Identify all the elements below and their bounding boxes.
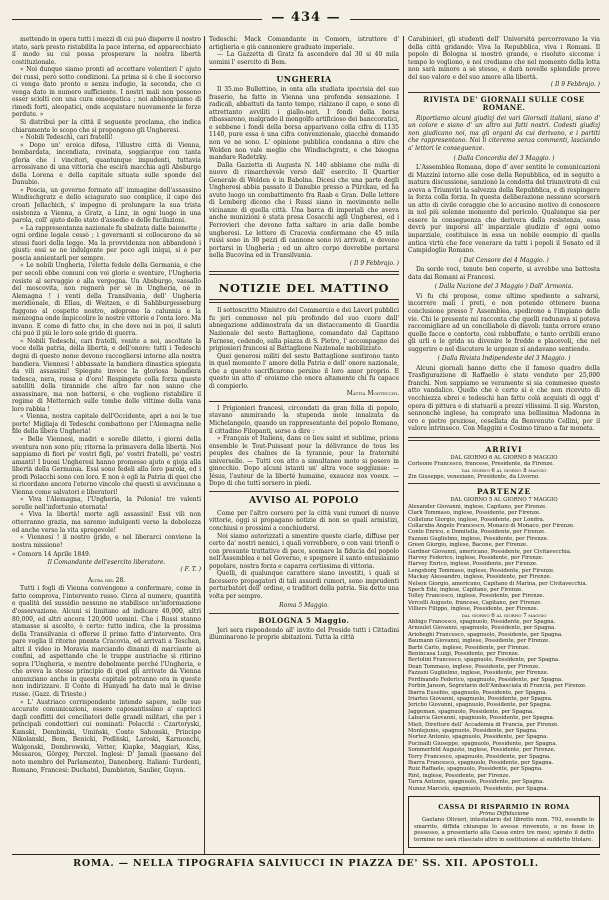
partenze-subtitle: DAL GIORNO 5 AL GIORNO 7 MAGGIO: [450, 497, 558, 504]
partenze-entry: Fazzani Guglielmo, inglese, Possidente, per Firenze.: [408, 535, 549, 542]
paragraph: Il 35.mo Bullettino, in onta alla studiata ipocrisia del suo fraserio, ha fatto in Vienna una profonda sensazione. I radicali, abbattuti da tanto tempo, rialzano il capo, e sono di attrettanto avviliti i giallo-neri. I fondi della borsa ribassarono, malgrado il mongolfo artificioso dei banccoratici, e sebbene i fondi della borsa apparivano colla cifra di 1135 1140, pure essa è una cifra convenzionale, giacchè domando non ve ne sono. L' opinione pubblica condanna a dire che Welden non vale meglio che Windischgratz, e che bisogna mandare Radetzky.: [209, 86, 399, 162]
partenze-entry: Forbin Janson, Segretario dell'Ambasciata di Francia, per Firenze.: [408, 683, 587, 690]
column-divider: [403, 36, 404, 854]
partenze-entry: Baumann Giovanni, inglese, Possidente, per Firenze.: [408, 638, 550, 645]
column-divider: [204, 36, 205, 854]
paragraph: I Prigionieri francesi, circondati da gran folla di popolo, stavano ammirando la stupenda mole innalzata da Michelangelo, quando un rappresentante del popolo Romano, il cittadino Filopanti, sorse a dire :: [209, 404, 399, 435]
source-censore: ( Dal Censore dei 4 Maggio. ): [459, 256, 549, 264]
gratz-note: — La Gazzetta di Gratz fa ascendere dal 30 si 40 mila uomini l' esercito di Bem.: [209, 51, 399, 66]
partenze-entry: Collelunz Giorgio, inglese, Possidente, per Londra.: [408, 516, 545, 523]
avviso-paragraphs: [209, 510, 399, 601]
column-left: [12, 36, 201, 854]
divider: [408, 483, 600, 484]
paragraph: « Noi dunque siamo pronti ad accettare volentieri l' ajuto dei russi, però sotto condizioni. La prima si è che il soccorso ci venga dato pronto e senza indugio, la seconda, che ci venga dato in numero sufficiente. I nostri mali non possono esser sciolti con una cura omeopatica ; noi abbisogniamo di rimedi forti, aleopatici, onde acquistare nuovamente le forze perdute. »: [12, 66, 201, 119]
partenze-entry: Nunez Marcelo, spagnuolo, Possidente, per Spagna.: [408, 785, 549, 792]
altra-paragraphs: [12, 585, 201, 774]
cassa-subtitle: Prima Diffidazione: [479, 811, 529, 818]
partenze-entry: Harvey Enrico, inglese, Possidente, per Firenze.: [408, 561, 538, 568]
paragraph: « Poscia, un governo formato all' immagine dell'assassino Windischgratz e dello sciagurato suo complice, il capo dei croati Jellachich, s' impegno di prolungare la sua trista esistenza a Vienna, a Gratz, a Linz, in ogni luogo in una parola, coll' ajuto dello stato d'assedio e delle fucilazioni.: [12, 186, 201, 225]
partenze-entry: Jaggeman, spagnuolo, Possidente, per Spagna.: [408, 708, 534, 715]
partenze-entry: Harvey Federico, inglese, Possidente, per Firenze.: [408, 554, 544, 561]
paragraph: » Français et Italiens, dans ce lieu saint et sublime, prions ensemble le Tout-Puissant pour la délivrance de tous les peuples des chaînes de la tyrannie, pour la fraternité universelle. — Tutti con atto a simultaneo moto si posero in ginocchio. Dopo alcuni istanti un' altra voce soggiunse: — Jésus, l'auteur de la liberté humaine, exaucez nos voeux. — Dopo di che tutti sorsero in piedi.: [209, 435, 399, 488]
signature-name: Il Comandante dell'esercito liberatore.: [47, 558, 166, 566]
paragraph: « Vienna, nostra capitale dell'Occidente, apri a noi le tue porte! Migliaja di Tedeschi combattono per l'Alemagna nelle file della libera Ungheria!: [12, 413, 201, 436]
partenze-entry: Fazzani Guglielmo, inglese, Possidente, per Firenze.: [408, 670, 549, 677]
source-concordia: ( Dalla Concordia del 3 Maggio. ): [453, 154, 555, 162]
partenze-entry: Arnoulet Giovanni, spagnuolo, Possidente, per Spagna.: [408, 625, 556, 632]
paragraph: « Nobili Tedeschi, cari fratelli!: [20, 134, 113, 142]
cassa-text: Gaetano Olivieri, intestatario del libretto num. 793, essendo lo smarrito, diffida chiunque lo avesse rinvenuto, o ne fosse in possesso, a presentarlo alla Cassa entro tre mesi; spirato il detto termine ne sarà rilasciato altro in sostituzione al suddetto titolare.: [414, 817, 594, 843]
cassa-title: CASSA DI RISPARMIO IN ROMA: [438, 803, 570, 812]
partenze-entry: Ferdinando Federico, spagnuolo, Possidente, per Spagna.: [408, 676, 563, 683]
partenze-list: [408, 504, 600, 792]
paragraph: « Viva la libertà! morte agli assassini! Essi vili non otterranno grazia, ma saremo indulgenti verso la debolezza ed anche verso la vita spregevole!: [12, 511, 201, 534]
column-left-paragraphs: [12, 36, 201, 549]
partenze-entry: Conte Enrico, e Domitella, Possidente, per Firenze.: [408, 529, 546, 536]
partenze-entry: Ibarra Francesco, spagnuolo, Possidente, per Spagna.: [408, 759, 554, 766]
partenze-entry: Ariobeghi Francesco, spagnuolo, Possidente, per Spagna.: [408, 631, 563, 638]
cassa-notice-box: [408, 796, 600, 848]
rivista-paragraph: Alcuni giornali hanno detto che il famoso quadro della Trasfigurazione di Raffaello è stato venduto per 25,000 franchi. Non sappiamo se veramente si sia commesso questo atto vandalico. Quello che è certo si è che non ricevuto di vecchiezza ebrei e tedeschi han fatto colà acquisti di oggi d' opera di pittura e di statuarii a prezzi vilissimi. Il sig. Warston, sennonchè inglese, ha comprato una bellissima Madonna in oro e pietre preziose, cesellata da Benvenuto Cellini, per il valore intrinseco. Con Maggini e Cosimo tirano a far moneta.: [408, 364, 600, 433]
rivista-intro: Riportiamo alcuni giudizj dei vari Giornali italiani, siano d' un colore e siano d' un altro sui fatti nostri. Codesti giudizj non giudicano noi, ma gli organi da cui derivano, e i partiti che rappresentano. Noi li citeremo senza commenti, lasciando a' lettori le conseguenze.: [408, 114, 600, 153]
partenze-entry: Nortez Antonio, spagnuolo, Possidente, per Spagna.: [408, 734, 549, 741]
top-paragraph: Carabinieri, gli studenti dell' Università percorrevano la via della città gridando: Viva la Repubblica, viva i Romani. Il popolo di Bologna si mostrò grande, e risoluto siccome i tempo lo vogliono, e noi crediamo che nel momento della lotta non sarà minore a sè stesso, e darà novelle splendide prove del suo valore e del suo amore alla libertà.: [408, 36, 600, 81]
paragraph: « L' Austriaco corrispondente intende sapere, nelle sue accurate comunicazioni, essere caposantissimo a' capricci dagli conflitti dei conciliatori delle grandi militari, che per i principali condottieri cui nominati: Polacchi : Czartoryski, Kamski, Dembinski, Umiński, Conte Sahonski, Principe Nikolanski, Bem, Benicki, Podlński, Laroski, Karmonchi, Walgonski, Dombrowski, Vetter, Kiapke, Maggiari, Kiss, Messaros, Görgey, Perczel. Inglesi: D' Jamali (paesano del noto membro del Parlamento), Danenberg. Italiani: Turdenti, Romano, Francesi: Duchatel, Dambiston, Saulier, Guyon.: [12, 698, 201, 774]
partenze-entry: Lengsborg Tommaso, inglese, Possidente, per Firenze.: [408, 567, 555, 574]
source-nazione: ( Dalla Nazione del 3 Maggio ) Dall' Armonia.: [434, 283, 574, 291]
paragraph: Si distribuì per la città il seguente proclama, che indica chiaramente lo scopo che si propongono gli Ungheresi.: [12, 119, 201, 134]
section-title-partenze: PARTENZE: [476, 487, 532, 497]
partenze-entry: Terry Francesco, spagnuolo, Possidente, per Spagna.: [408, 753, 551, 760]
paragraph: Noi siamo autorizzati a smentire queste ciarle, diffuse per certo da' nostri nemici, i quali vorrebbero, o con vani trionfi o con presunte trattative di pace, scemare la fiducia del popolo nell'Assemblea e nel Governo, e spegnere il santo entusiasmo popolare, nostra forza e caparra certissima di vittoria.: [209, 532, 399, 570]
divider: [209, 69, 399, 70]
censore-paragraph: Da sorde voci, tenute ben coperte, si avrebbe una battosta data dai Romani ai Francesi.: [408, 266, 600, 281]
notizie-signature: Mattia Montecchi.: [346, 390, 399, 398]
nazione-paragraph: Vi fu chi propose, come ultimo spediente a salvarsi, incorrere mali i preti, e non potendo ottenere buona conclusione presso l' Assemblea, spedirono a l'impiano delle vie. Chi le presente mi racconta che quelli radunava si poteva raccomigliare ad un conciliabolo di diavoli: tanta orrore erano quelle facce e contorte, così rabbuffate, e tanto orribili erano gli urli e le grida su divenire le fredde e placevoli, che nel suggerire e nel discutere le urgenze si andavano sentiendo.: [408, 292, 600, 353]
partenze-entry: Bertolini Francesco, spagnuolo, Possidente, per Spagna.: [408, 657, 560, 664]
partenze-entry: Tarra Antonio, spagnuolo, Possidente, per Spagna.: [408, 779, 545, 786]
arrivi-entry: dal giorno 6 al giorno 8 maggio: [461, 467, 547, 474]
paragraph: « Belle Viennesi, madri e sorelle diletto, i giorni della sventura non sono più; ritorna la primavera della libertà. Noi sappiamo di fiori pe' vostri figli, pe' vostri fratelli, pe' vostri amanti! I buoni Ungheresi hanno promesso ajuto e gioja alla libertà della Germania. Essi sono fedeli alla loro parola, ed i prodi Polacchi sono con loro. E non è egli la Patria di quei che si ricordano ancora l'eterno vincolo che questi si avvicinano a Vienna come salvatori e liberatori!: [12, 435, 201, 496]
bologna-paragraph: Jeri sera rispondendo all' invito del Preside tutti i Cittadini illuminarono le proprie abitazioni. Tutta la città: [209, 626, 399, 642]
divider: [408, 92, 600, 93]
ungheria-signature: ( Il 9 Febbrajo. ): [349, 259, 399, 267]
top-paragraph: Tedeschi: Mack Comandante in Comorn, istruttore d' artiglieria e già cannoniere graduato imperiale.: [209, 36, 399, 51]
paragraph: Quelli, di qualunque carattere siano investiti, i quali si facessero propagatori di tali assurdi rumori, sono imprudenti perturbatori dell' ordine, e traditori della patria. Sia detto una volta per sempre.: [209, 570, 399, 600]
divider: [209, 271, 399, 275]
partenze-entry: Abbigo Francesco, spagnuolo, Possidente, per Spagna.: [408, 619, 556, 626]
signature-place: « Comorn 14 Aprile 1849.: [12, 551, 91, 559]
notizie-paragraphs: [209, 307, 399, 390]
arrivi-entry: Zin Giuseppe, veneziano, Presidente, da Livorno.: [408, 473, 540, 480]
section-title-avviso: AVVISO AL POPOLO: [249, 495, 359, 506]
footer-rule: [12, 854, 600, 855]
signature-initials: ( F. T. ): [180, 566, 201, 574]
concordia-paragraph: L'Assemblea Romana, dopo d' aver sentite le comunicazioni di Mazzini intorno alle cose della Repubblica, ed in seguito a matura discussione, sanzionò la condotta del triumvirato di cui aveva a Triumviri la salvezza della Repubblica, e di respingere la forza colla forza. In questa deliberazione nessuno scorserà un atto di civile coraggio che lo accusino motivo di conoscere in nol più solenne momento del pericolo. Qualunque sia per essere la conseguenza che derivera dalla resistenza, essa devrà pur imporsi all' imparziale giudizio d' ogni uomo imparziale, costituisce in essa un nobile esempio di quella antica virtù che fece venerare da tutti i popoli il Senato ed il Campidoglio Romano.: [408, 164, 600, 255]
prigionieri-paragraphs: [209, 405, 399, 488]
top-signature: ( Il 9 Febbrajo. ): [550, 81, 600, 89]
section-title-notizie: NOTIZIE DEL MATTINO: [218, 281, 390, 296]
arrivi-list: [408, 461, 600, 480]
partenze-entry: Labarca Giovanni, spagnuolo, Possidente, per Spagna.: [408, 715, 555, 722]
partenze-entry: dal giorno 6 al giorno 7 maggio: [461, 612, 547, 619]
partenze-entry: Iriartes Giovanni, spagnuolo, Possidente, per Spagna.: [408, 695, 553, 702]
section-title-ungheria: UNGHERIA: [276, 74, 332, 85]
partenze-entry: Tolley Francesco, inglese, Possidente, per Firenze.: [408, 593, 545, 600]
paragraph: « Viva l'Alemagna, l'Ungheria, la Polonia! tre valenti sorelle nell'infortunio eternata!: [12, 496, 201, 511]
partenze-entry: Nelson Giorgio, americano, Capitano di Marina, per Civitavecchia.: [408, 580, 588, 587]
partenze-entry: Dean Tommaso, inglese, Possidente, per Firenze.: [408, 663, 541, 670]
partenze-entry: Alexander Giovanni, inglese, Capitano, per Firenze.: [408, 503, 547, 510]
divider: [209, 401, 399, 402]
column-right: [408, 36, 600, 854]
divider: [209, 299, 399, 303]
paragraph: « Viennesi ! il nostro grido, e nel liberarci conviene la nostra missione!: [12, 534, 201, 549]
ungheria-paragraphs: [209, 86, 399, 260]
partenze-entry: Clark Tommaso, inglese, Possidente, per Firenze.: [408, 510, 541, 517]
partenze-entry: Mieli, Direttore dell' Accademia di Francia, per Firenze.: [408, 721, 559, 728]
paragraph: Come per l'altro corsero per la città vani rumori di nuove vittorie, oggi si propagano notizie di non so quali armistizi, conchiusi o prossimi a conchiudersi.: [209, 509, 399, 532]
paragraph: « Le nobili Ungheria, l'eletta fedele della Germania, e che per secoli ebbe comuni con voi glorie e sventure, l'Ungheria resiste al servaggio e alla vergogna. Un Absburgo, vassallo del moscovita, non regnerà per sè in Ungheria, nè in Alemagna ! i venti della Transilvania, dell' Ungheria meridionale, di Ellau, di Weitzen, e di Sahliburgesseburg fuggono al cospetto nostro, adoprono la calunnia e la menzogna onde impiccolire le nostre vittorie e l'onta loro. Ma invano. E come di fatto che, in che dove noi in poi, il saluti chi può il più le loro sole grido di guerra.: [12, 262, 201, 338]
partenze-entry: Ibarra Eusebio, spagnuolo, Possidente, per Spagna.: [408, 689, 548, 696]
partenze-entry: Gardner Giovanni, americano, Possidente, per Civitavecchia.: [408, 548, 572, 555]
partenze-entry: Barbi Carlo, inglese, Possidente, per Firenze.: [408, 644, 530, 651]
partenze-entry: Pucinalli Giuseppe, spagnuolo, Possidente, per Spagna.: [408, 740, 558, 747]
paragraph: Tutti i fogli di Vienna convengono a confermare, come in fatto comprova, l'intervento russo. Circa al numero, quantità e qualità del sussidio nessuno ne stabilisce un'informazione d'osservazione. Alcuni si limitano ad indicare 40,000, altri 80,000, ed altri ancora 120,000 uomini. Che i Russi stanno stamasse si ascolto, è certo: tutto indica, che la prossima della Transilvania ci offerse il primo fatto d'intervento. Ora pare voglia il ritorno pnenta Cracovia, ed arrivati a Teschen, altri il video in Moravia marciando dinanzi di marciante ai confini, ad aspettando che le truppe austriache si ritirino sopra l'Ungheria, e mentre debolmente perché l'Ungheria, e che aveva la stesso principio di quel gli arrivate da Vienna annunziano anche in questa capitale potranno ora in queste non indirizzare. Il Conte di Hunyadi ha dato mal le divise russe. (Gazz. di Trieste.): [12, 585, 201, 699]
section-title-rivista: RIVISTA DE' GIORNALI SULLE COSE ROMANE.: [423, 94, 585, 112]
divider: [408, 437, 600, 441]
divider: [209, 613, 399, 614]
page-number: — 434 —: [12, 10, 600, 25]
paragraph: « La rappresentanza nazionale fu sbalzata dalle baionette ; ogni ordine legale cessò ; i governanti si collocarono da sè stessi fuori della legge. Ma la provvidenza non abbandonò i giusti: essi se ne indulgente per poco agli iniqui, si è per poscia annientarli per sempre.: [12, 224, 201, 262]
paragraph: mettendo in opera tutti i mezzi di cui può disporre il nostro stato, sarà presto ristabilita la pace interna, ed apparecchiato il modo su cui possa prosperare la nostra libertà costituzionale.: [12, 36, 201, 66]
section-title-arrivi: ARRIVI: [485, 444, 523, 454]
avviso-signature: Roma 5 Maggio.: [279, 602, 329, 610]
partenze-entry: Collaruba Angelo Francesco, Monaco di Monaco, per Firenze.: [408, 522, 575, 529]
partenze-entry: Villiers Filippo, inglese, Possidente, per Firenze.: [408, 606, 539, 613]
partenze-entry: Jericho Giovanni, spagnuolo, Possidente, per Spagna.: [408, 702, 552, 709]
paragraph: Dalla Gazzetta di Augusta N. 140 abbiamo che nulla di nuovo di rimarchevole versò dall' esercito. Il Quartier Generale di Welden è in Babolna. Dicesi che una parte degli Ungheresi abbia passato il Danubio presso a Pürckau, ed ha avuto luogo un combattimento fra Raab e Gran. Delle lettere di Lemberg dicono che i Russi siano in movimento nelle vicinanze di quella città. Una barca di imperiali che aveva anche munizioni è stata presa Cosacchi agli Ungheresi, ed i Ferrovieri che devono fatta saltare in aria dalle bombe ungheresi. Le lettere di Cracovia confermano che 45 mila russi sono in 30 pezzi di cannone sono ivi arrivati, e devono portarsi in Ungheria ; ed un altro corpo dovrebbe portarsi nella Bucovina ed in Transilvania.: [209, 161, 399, 260]
partenze-entry: Benincasa Luigi, Possidente, per Firenze.: [408, 651, 520, 658]
partenze-entry: Mackay Alessandro, inglese, Possidente, per Firenze.: [408, 574, 552, 581]
paragraph: Il sottoscritto Ministro del Commercio e dei Lavori pubblici fu jeri commosso nel più profondo del suo cuore dall' abnegazione addimostrata da un distaccamento di Guardia Nazionale del sesto Battaglione, comandato dal Capitano Farnese, cedendo, sulla piazza di S. Pietro, l' accompagno dei prigionieri francesi al Battaglione Nazionale mobilizzato.: [209, 307, 399, 353]
paragraph: « Nobili Tedeschi, cari fratelli, venite a noi, ascoltate la voce della patria, della libertà, e dell'onore: tutti i Tedeschi degni di questo nome devono raccogliersi intorno alla nostra bandiera. Viennesi ! abbassate la bandiera dinastica spiegata da vili assassini! Spiegate invece la gloriosa bandiera tedesca, nera, rossa e d'oro! Respingete colla forza queste satelliti della tirannide che altro far non sanno che assassinare, ma non battersi, e che vogliono ristabilire il regime di Metternich sulle tombe delle vittime della vana loro rabbia !: [12, 337, 201, 413]
partenze-entry: Ruiz Raffaele, spagnuolo, Possidente, per Spagna.: [408, 766, 543, 773]
arrivi-entry: Corleone Francesco, francese, Presidente, da Firenze.: [408, 461, 555, 468]
section-title-bologna: BOLOGNA 5 Maggio.: [258, 616, 350, 625]
partenze-entry: Spech Ede, inglese, Capitano, per Firenze.: [408, 587, 523, 594]
source-rivista: ( Dalla Rivista Indipendente del 3 Maggio. ): [437, 355, 571, 363]
partenze-entry: Rint, inglese, Possidente, per Firenze.: [408, 772, 511, 779]
partenze-entry: Green Giorgio, inglese, Bacone, per Firenze.: [408, 542, 528, 549]
partenze-entry: Vercelli Augusto, francese, Capitano, per Firenze.: [408, 599, 543, 606]
partenze-entry: Montejunio, spagnuolo, Possidente, per Spagna.: [408, 727, 538, 734]
paragraph: « Dopo un' eroica difesa, l'illustre città di Vienna, bombardata, incendiata, rovinata, soggiacque con tanta gloria che i vincitori, quantunque impudenti, tuttavia arrossivano di una vittoria che escirà macchia agli Absburgo della Lorena e della capitale situata sulle sponde del Danubio.: [12, 141, 201, 187]
partenze-entry: Sommerfeld Augusto, inglese, Possidente, per Firenze.: [408, 747, 556, 754]
paragraph: Quei generosi militi del sesto Battaglione sentirono tanto in quel momento l' amore della Patria e dell' onore nazionale, che a questo sacrificarono persino il loro amor proprio. E questo un atto d' eroismo che onora altamente chi fu capace di compierlo.: [209, 352, 399, 390]
imprint-footer: ROMA. — NELLA TIPOGRAFIA SALVIUCCI IN PIAZZA DE' SS. XII. APOSTOLI.: [73, 858, 539, 869]
divider: [209, 491, 399, 492]
altra-title: Altra del 28.: [87, 576, 126, 584]
column-center: [209, 36, 399, 854]
newspaper-page: [12, 10, 600, 888]
arrivi-subtitle: DAL GIORNO 6 AL GIORNO 8 MAGGIO: [450, 454, 558, 461]
